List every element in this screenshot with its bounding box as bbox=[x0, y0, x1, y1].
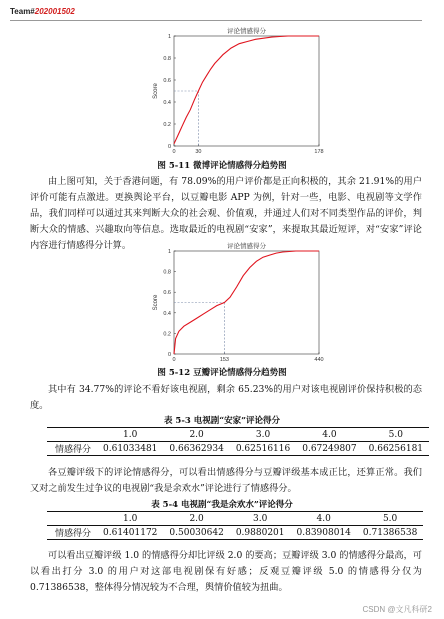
x-tick-label: 0 bbox=[172, 149, 176, 155]
y-tick-label: 0.2 bbox=[163, 331, 171, 338]
row-label: 情感得分 bbox=[47, 442, 97, 456]
table-header-cell: 2.0 bbox=[163, 512, 229, 526]
table-header-cell bbox=[47, 512, 97, 526]
weibo-score-chart bbox=[150, 26, 325, 158]
table-cell: 0.50030642 bbox=[163, 526, 229, 540]
table-row bbox=[47, 442, 429, 456]
table-header-cell: 3.0 bbox=[230, 512, 291, 526]
row-label: 情感得分 bbox=[47, 526, 97, 540]
x-tick-label: 30 bbox=[195, 149, 202, 155]
team-prefix: Team# bbox=[10, 7, 35, 16]
table-5-4 bbox=[47, 511, 423, 540]
table-header-cell: 2.0 bbox=[163, 428, 229, 442]
table-header-cell: 3.0 bbox=[230, 428, 296, 442]
x-tick-label: 153 bbox=[219, 357, 230, 363]
table-header-cell: 4.0 bbox=[296, 428, 362, 442]
y-tick-label: 0.6 bbox=[163, 78, 171, 84]
paragraph-3: 各豆瓣评级下的评论情感得分，可以看出情感得分与豆瓣评级基本成正比，还算正常。我们又对之前发生过争议的电视剧“我是余欢水”评论进行了情感得分。 bbox=[30, 467, 422, 494]
table-header-cell: 4.0 bbox=[291, 512, 357, 526]
y-tick-label: 1 bbox=[167, 34, 171, 40]
y-tick-label: 1 bbox=[167, 249, 171, 255]
table-cell: 0.66362934 bbox=[163, 442, 229, 456]
y-tick-label: 0.4 bbox=[163, 100, 171, 106]
y-tick-label: 0.8 bbox=[163, 269, 171, 276]
table-header-cell bbox=[47, 428, 97, 442]
y-tick-label: 0.8 bbox=[163, 56, 171, 62]
table-5-4-caption: 表 5-4 电视剧“我是余欢水”评论得分 bbox=[151, 500, 293, 510]
table-cell: 0.71386538 bbox=[357, 526, 423, 540]
table-row bbox=[47, 526, 423, 540]
x-tick-label: 0 bbox=[172, 357, 176, 363]
table-header-cell: 1.0 bbox=[97, 428, 163, 442]
douban-score-chart bbox=[150, 241, 325, 364]
figure-5-11-caption: 图 5-11 微博评论情感得分趋势图 bbox=[157, 161, 287, 171]
y-tick-label: 0 bbox=[167, 352, 171, 358]
x-tick-label: 178 bbox=[314, 149, 324, 155]
header-rule bbox=[10, 20, 422, 21]
y-tick-label: 0.6 bbox=[163, 290, 171, 297]
y-axis-label: Score bbox=[153, 294, 159, 311]
table-header-cell: 5.0 bbox=[357, 512, 423, 526]
figure-5-12-caption: 图 5-12 豆瓣评论情感得分趋势图 bbox=[157, 368, 287, 378]
table-cell: 0.61033481 bbox=[97, 442, 163, 456]
x-tick-label: 440 bbox=[314, 357, 324, 363]
page-header bbox=[10, 7, 75, 16]
table-cell: 0.61401172 bbox=[97, 526, 163, 540]
csdn-watermark: CSDN @文凡科研2 bbox=[362, 605, 432, 614]
table-cell: 0.9880201 bbox=[230, 526, 291, 540]
chart-title: 评论情感得分 bbox=[227, 28, 266, 35]
paragraph-2: 其中有 34.77%的评论不看好该电视剧，剩余 65.23%的用户对该电视剧评价保持积极的态度。 bbox=[30, 384, 422, 411]
team-number: 202001502 bbox=[34, 7, 75, 16]
table-cell: 0.67249807 bbox=[296, 442, 362, 456]
chart-title: 评论情感得分 bbox=[227, 243, 266, 250]
table-cell: 0.62516116 bbox=[230, 442, 296, 456]
y-tick-label: 0.4 bbox=[163, 310, 171, 317]
paragraph-1: 由上图可知，关于香港问题，有 78.09%的用户评价都是正向积极的，其余 21.91%的用户评价可能有点激进。更换舆论平台，以豆瓣电影 APP 为例，针对一些，电影、电视剧等文学作品，我们同样可以通过其来判断大众的社会观、价值观，并通过人们对不同类型作品的评价，判断大众的情感、兴趣取向等信息。选取最近的电视剧“安家”，来提取其最近短评，对“安家”评论内容进行情感得分计算。 bbox=[30, 176, 422, 251]
paragraph-4: 可以看出豆瓣评级 1.0 的情感得分却比评级 2.0 的要高；豆瓣评级 3.0 的情感得分最高，可以看出打分 3.0 的用户对这部电视剧保有好感；反观豆瓣评级 5.0 的情感得分仅为 0.71386538，整体得分情况较为不合理，舆情价值较为扭曲。 bbox=[30, 550, 422, 593]
table-cell: 0.66256181 bbox=[363, 442, 429, 456]
y-tick-label: 0.2 bbox=[163, 122, 171, 128]
y-tick-label: 0 bbox=[167, 144, 171, 150]
table-header-cell: 5.0 bbox=[363, 428, 429, 442]
table-cell: 0.83908014 bbox=[291, 526, 357, 540]
table-header-row bbox=[47, 428, 429, 442]
table-header-cell: 1.0 bbox=[97, 512, 163, 526]
table-5-3-caption: 表 5-3 电视剧“安家”评论得分 bbox=[163, 416, 281, 426]
y-axis-label: Score bbox=[153, 83, 159, 99]
table-5-3 bbox=[47, 427, 429, 456]
table-header-row bbox=[47, 512, 423, 526]
